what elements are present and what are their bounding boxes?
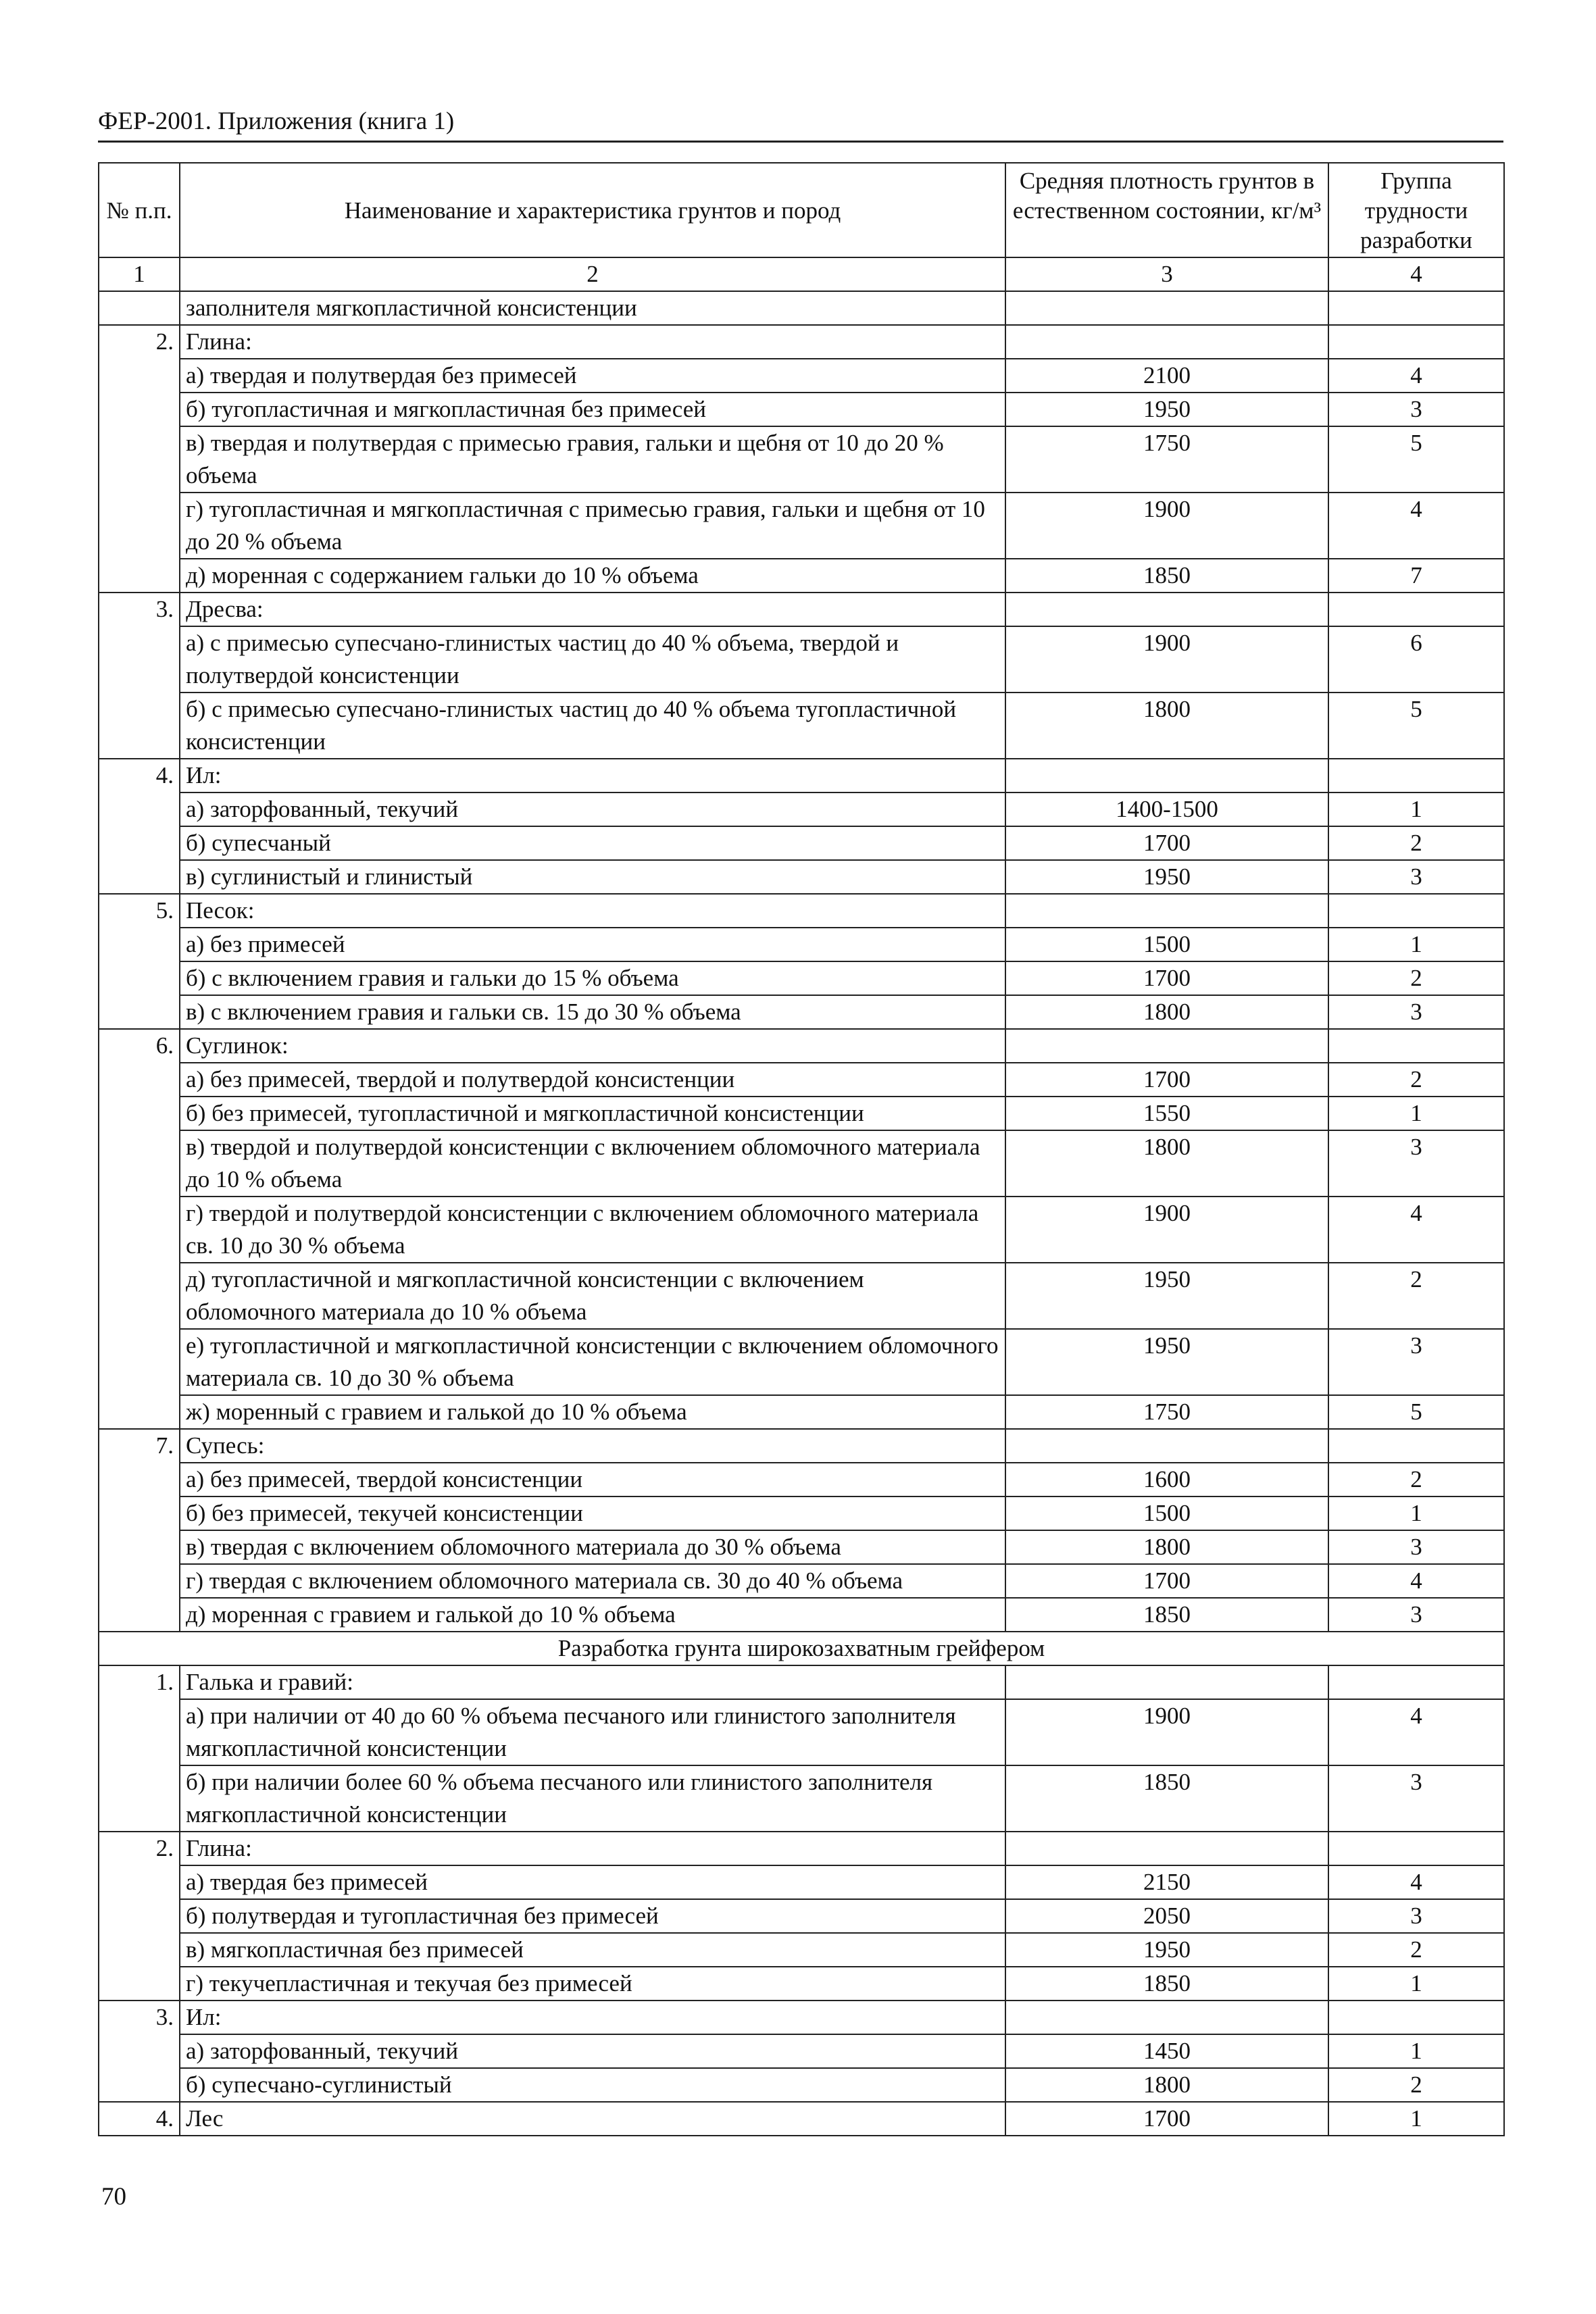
table-row (99, 995, 1504, 1029)
row-density-cell: 2150 (1005, 1865, 1328, 1899)
row-name-cell: Глина: (180, 1832, 1005, 1865)
row-group-cell: 3 (1328, 393, 1504, 426)
row-group-cell (1328, 593, 1504, 626)
row-group-cell: 4 (1328, 493, 1504, 559)
row-group-cell: 4 (1328, 1197, 1504, 1263)
table-body (99, 291, 1504, 2136)
table-row (99, 928, 1504, 961)
column-header-name: Наименование и характеристика грунтов и пород (180, 163, 1005, 257)
table-row (99, 961, 1504, 995)
row-density-cell (1005, 325, 1328, 359)
row-number-cell (99, 1530, 180, 1564)
row-name-cell: а) заторфованный, текучий (180, 2034, 1005, 2068)
row-group-cell: 1 (1328, 1967, 1504, 2001)
row-name-cell: в) твердая с включением обломочного материала до 30 % объема (180, 1530, 1005, 1564)
row-group-cell: 3 (1328, 1530, 1504, 1564)
row-name-cell: а) с примесью супесчано-глинистых частиц до 40 % объема, твердой и полутвердой консистенции (180, 626, 1005, 693)
row-density-cell: 1800 (1005, 1530, 1328, 1564)
row-density-cell: 1700 (1005, 1063, 1328, 1097)
row-number-cell: 2. (99, 1832, 180, 1865)
row-number-cell: 5. (99, 894, 180, 928)
row-density-cell: 1950 (1005, 393, 1328, 426)
row-number-cell: 1. (99, 1665, 180, 1699)
row-group-cell: 3 (1328, 995, 1504, 1029)
row-density-cell: 1850 (1005, 559, 1328, 593)
row-group-cell (1328, 291, 1504, 325)
row-group-cell: 4 (1328, 1564, 1504, 1598)
row-name-cell: е) тугопластичной и мягкопластичной консистенции с включением обломочного материала св. 10 до 30 % объема (180, 1329, 1005, 1395)
row-number-cell (99, 961, 180, 995)
row-number-cell (99, 1564, 180, 1598)
row-number-cell (99, 995, 180, 1029)
row-name-cell: б) тугопластичная и мягкопластичная без примесей (180, 393, 1005, 426)
row-number-cell (99, 693, 180, 759)
row-group-cell: 3 (1328, 1130, 1504, 1197)
row-name-cell: Глина: (180, 325, 1005, 359)
table-row (99, 693, 1504, 759)
row-density-cell: 1850 (1005, 1765, 1328, 1832)
row-name-cell: в) твердая и полутвердая с примесью гравия, гальки и щебня от 10 до 20 % объема (180, 426, 1005, 493)
row-density-cell: 1450 (1005, 2034, 1328, 2068)
table-row (99, 1967, 1504, 2001)
row-name-cell: в) с включением гравия и гальки св. 15 до 30 % объема (180, 995, 1005, 1029)
section-heading-row (99, 1632, 1504, 1665)
table-row (99, 593, 1504, 626)
row-number-cell (99, 359, 180, 393)
table-row (99, 1263, 1504, 1329)
row-name-cell: г) текучепластичная и текучая без примесей (180, 1967, 1005, 2001)
row-group-cell: 3 (1328, 1899, 1504, 1933)
header-divider (98, 141, 1503, 143)
row-density-cell (1005, 894, 1328, 928)
table-row (99, 2001, 1504, 2034)
row-number-cell (99, 393, 180, 426)
table-row (99, 493, 1504, 559)
row-name-cell: а) твердая без примесей (180, 1865, 1005, 1899)
row-density-cell: 1950 (1005, 1329, 1328, 1395)
row-number-cell (99, 291, 180, 325)
row-density-cell: 1900 (1005, 493, 1328, 559)
row-number-cell (99, 1598, 180, 1632)
row-group-cell: 1 (1328, 793, 1504, 826)
row-name-cell: Лес (180, 2102, 1005, 2136)
row-group-cell: 2 (1328, 1063, 1504, 1097)
table-row (99, 426, 1504, 493)
row-number-cell (99, 1130, 180, 1197)
row-density-cell: 1500 (1005, 928, 1328, 961)
row-name-cell: а) заторфованный, текучий (180, 793, 1005, 826)
row-name-cell: б) супесчаный (180, 826, 1005, 860)
row-name-cell: Галька и гравий: (180, 1665, 1005, 1699)
row-group-cell: 1 (1328, 1496, 1504, 1530)
row-density-cell (1005, 1832, 1328, 1865)
row-density-cell: 1800 (1005, 995, 1328, 1029)
row-number-cell (99, 626, 180, 693)
row-group-cell: 1 (1328, 2102, 1504, 2136)
column-number-row (99, 257, 1504, 291)
row-group-cell: 1 (1328, 928, 1504, 961)
row-name-cell: д) моренная с гравием и галькой до 10 % объема (180, 1598, 1005, 1632)
row-name-cell: д) тугопластичной и мягкопластичной консистенции с включением обломочного материала до 10 % объема (180, 1263, 1005, 1329)
row-density-cell: 1700 (1005, 961, 1328, 995)
table-row (99, 1933, 1504, 1967)
row-number-cell (99, 1699, 180, 1765)
row-density-cell: 1550 (1005, 1097, 1328, 1130)
row-group-cell: 6 (1328, 626, 1504, 693)
row-group-cell: 1 (1328, 1097, 1504, 1130)
row-group-cell: 4 (1328, 1865, 1504, 1899)
row-group-cell: 4 (1328, 359, 1504, 393)
table-row (99, 1395, 1504, 1429)
row-name-cell: б) с включением гравия и гальки до 15 % объема (180, 961, 1005, 995)
row-density-cell: 1950 (1005, 1263, 1328, 1329)
row-name-cell: а) без примесей, твердой консистенции (180, 1463, 1005, 1496)
table-row (99, 759, 1504, 793)
table-row (99, 1865, 1504, 1899)
row-name-cell: г) тугопластичная и мягкопластичная с примесью гравия, гальки и щебня от 10 до 20 % объема (180, 493, 1005, 559)
table-row (99, 1699, 1504, 1765)
soil-density-table (98, 162, 1505, 2136)
table-row (99, 1029, 1504, 1063)
row-density-cell (1005, 1029, 1328, 1063)
column-number: 4 (1328, 257, 1504, 291)
row-density-cell (1005, 291, 1328, 325)
row-name-cell: а) без примесей, твердой и полутвердой консистенции (180, 1063, 1005, 1097)
row-density-cell (1005, 1665, 1328, 1699)
table-header-row (99, 163, 1504, 257)
row-group-cell: 7 (1328, 559, 1504, 593)
row-name-cell: г) твердая с включением обломочного материала св. 30 до 40 % объема (180, 1564, 1005, 1598)
row-group-cell: 2 (1328, 961, 1504, 995)
table-row (99, 2034, 1504, 2068)
row-name-cell: б) с примесью супесчано-глинистых частиц до 40 % объема тугопластичной консистенции (180, 693, 1005, 759)
table-row (99, 860, 1504, 894)
row-name-cell: Ил: (180, 2001, 1005, 2034)
row-number-cell: 4. (99, 2102, 180, 2136)
row-group-cell: 2 (1328, 1463, 1504, 1496)
table-row (99, 2102, 1504, 2136)
row-name-cell: в) мягкопластичная без примесей (180, 1933, 1005, 1967)
table-row (99, 1463, 1504, 1496)
row-number-cell (99, 1865, 180, 1899)
row-number-cell (99, 1395, 180, 1429)
row-name-cell: Дресва: (180, 593, 1005, 626)
table-row (99, 1832, 1504, 1865)
row-name-cell: а) твердая и полутвердая без примесей (180, 359, 1005, 393)
row-group-cell (1328, 325, 1504, 359)
row-density-cell (1005, 593, 1328, 626)
row-density-cell: 1850 (1005, 1598, 1328, 1632)
row-number-cell (99, 1063, 180, 1097)
row-group-cell (1328, 1029, 1504, 1063)
row-group-cell: 3 (1328, 1598, 1504, 1632)
row-density-cell: 1800 (1005, 1130, 1328, 1197)
table-row (99, 1530, 1504, 1564)
row-group-cell (1328, 2001, 1504, 2034)
row-density-cell: 2050 (1005, 1899, 1328, 1933)
row-number-cell (99, 1496, 180, 1530)
row-group-cell: 1 (1328, 2034, 1504, 2068)
row-number-cell (99, 1967, 180, 2001)
row-density-cell: 1800 (1005, 2068, 1328, 2102)
row-number-cell: 4. (99, 759, 180, 793)
table-row (99, 793, 1504, 826)
row-number-cell: 2. (99, 325, 180, 359)
row-group-cell: 3 (1328, 1765, 1504, 1832)
row-number-cell (99, 2068, 180, 2102)
row-density-cell: 1850 (1005, 1967, 1328, 2001)
table-row (99, 1899, 1504, 1933)
row-name-cell: заполнителя мягкопластичной консистенции (180, 291, 1005, 325)
row-number-cell (99, 2034, 180, 2068)
table-row (99, 1197, 1504, 1263)
row-name-cell: б) при наличии более 60 % объема песчаного или глинистого заполнителя мягкопластичной консистенции (180, 1765, 1005, 1832)
section-heading: Разработка грунта широкозахватным грейфером (99, 1632, 1504, 1665)
column-header-density: Средняя плотность грунтов в естественном состоянии, кг/м³ (1005, 163, 1328, 257)
table-row (99, 1765, 1504, 1832)
row-number-cell (99, 1899, 180, 1933)
table-row (99, 1097, 1504, 1130)
row-group-cell (1328, 894, 1504, 928)
row-density-cell (1005, 1429, 1328, 1463)
table-row (99, 1496, 1504, 1530)
row-group-cell: 2 (1328, 826, 1504, 860)
row-name-cell: б) полутвердая и тугопластичная без примесей (180, 1899, 1005, 1933)
row-density-cell: 1750 (1005, 426, 1328, 493)
row-name-cell: б) супесчано-суглинистый (180, 2068, 1005, 2102)
row-density-cell: 1500 (1005, 1496, 1328, 1530)
page-header-title: ФЕР-2001. Приложения (книга 1) (98, 107, 455, 135)
table-row (99, 2068, 1504, 2102)
row-name-cell: ж) моренный с гравием и галькой до 10 % объема (180, 1395, 1005, 1429)
row-density-cell: 1600 (1005, 1463, 1328, 1496)
table-row (99, 1130, 1504, 1197)
row-density-cell: 1700 (1005, 2102, 1328, 2136)
table-row (99, 1598, 1504, 1632)
row-number-cell: 7. (99, 1429, 180, 1463)
row-number-cell (99, 1263, 180, 1329)
table-row (99, 826, 1504, 860)
row-number-cell (99, 1765, 180, 1832)
row-name-cell: а) без примесей (180, 928, 1005, 961)
table-row (99, 1329, 1504, 1395)
row-number-cell (99, 559, 180, 593)
row-name-cell: Ил: (180, 759, 1005, 793)
row-name-cell: в) суглинистый и глинистый (180, 860, 1005, 894)
row-density-cell: 1700 (1005, 1564, 1328, 1598)
row-density-cell: 1900 (1005, 626, 1328, 693)
row-density-cell: 1950 (1005, 1933, 1328, 1967)
table-row (99, 325, 1504, 359)
row-name-cell: а) при наличии от 40 до 60 % объема песчаного или глинистого заполнителя мягкопластичной консистенции (180, 1699, 1005, 1765)
row-name-cell: Песок: (180, 894, 1005, 928)
row-density-cell: 1400-1500 (1005, 793, 1328, 826)
page-number: 70 (101, 2183, 126, 2211)
row-group-cell (1328, 1429, 1504, 1463)
row-number-cell (99, 793, 180, 826)
table-row (99, 1564, 1504, 1598)
table-row (99, 894, 1504, 928)
row-number-cell: 3. (99, 2001, 180, 2034)
row-group-cell (1328, 1832, 1504, 1865)
row-group-cell: 5 (1328, 693, 1504, 759)
row-density-cell: 1750 (1005, 1395, 1328, 1429)
row-group-cell: 5 (1328, 426, 1504, 493)
table-row (99, 559, 1504, 593)
row-number-cell (99, 860, 180, 894)
row-density-cell (1005, 2001, 1328, 2034)
row-name-cell: г) твердой и полутвердой консистенции с включением обломочного материала св. 10 до 30 % объема (180, 1197, 1005, 1263)
row-density-cell: 2100 (1005, 359, 1328, 393)
row-name-cell: в) твердой и полутвердой консистенции с включением обломочного материала до 10 % объема (180, 1130, 1005, 1197)
row-number-cell (99, 426, 180, 493)
table-row (99, 1063, 1504, 1097)
row-number-cell (99, 1329, 180, 1395)
row-number-cell (99, 826, 180, 860)
table-row (99, 626, 1504, 693)
row-number-cell (99, 1933, 180, 1967)
row-density-cell: 1900 (1005, 1197, 1328, 1263)
table-row (99, 291, 1504, 325)
row-number-cell: 3. (99, 593, 180, 626)
row-group-cell: 4 (1328, 1699, 1504, 1765)
row-density-cell (1005, 759, 1328, 793)
row-group-cell: 3 (1328, 1329, 1504, 1395)
column-header-number: № п.п. (99, 163, 180, 257)
row-density-cell: 1900 (1005, 1699, 1328, 1765)
row-group-cell: 2 (1328, 1933, 1504, 1967)
row-number-cell (99, 1463, 180, 1496)
column-header-group: Группа трудности разработки (1328, 163, 1504, 257)
row-group-cell: 5 (1328, 1395, 1504, 1429)
table-row (99, 359, 1504, 393)
row-density-cell: 1700 (1005, 826, 1328, 860)
table-row (99, 393, 1504, 426)
row-number-cell (99, 493, 180, 559)
row-number-cell (99, 928, 180, 961)
row-name-cell: б) без примесей, тугопластичной и мягкопластичной консистенции (180, 1097, 1005, 1130)
row-group-cell: 2 (1328, 1263, 1504, 1329)
row-number-cell (99, 1097, 180, 1130)
column-number: 1 (99, 257, 180, 291)
row-name-cell: Супесь: (180, 1429, 1005, 1463)
column-number: 2 (180, 257, 1005, 291)
table-row (99, 1429, 1504, 1463)
row-group-cell (1328, 1665, 1504, 1699)
column-number: 3 (1005, 257, 1328, 291)
table-row (99, 1665, 1504, 1699)
row-name-cell: б) без примесей, текучей консистенции (180, 1496, 1005, 1530)
row-name-cell: Суглинок: (180, 1029, 1005, 1063)
row-group-cell: 2 (1328, 2068, 1504, 2102)
row-group-cell: 3 (1328, 860, 1504, 894)
row-number-cell (99, 1197, 180, 1263)
row-group-cell (1328, 759, 1504, 793)
row-density-cell: 1950 (1005, 860, 1328, 894)
row-name-cell: д) моренная с содержанием гальки до 10 % объема (180, 559, 1005, 593)
row-density-cell: 1800 (1005, 693, 1328, 759)
row-number-cell: 6. (99, 1029, 180, 1063)
